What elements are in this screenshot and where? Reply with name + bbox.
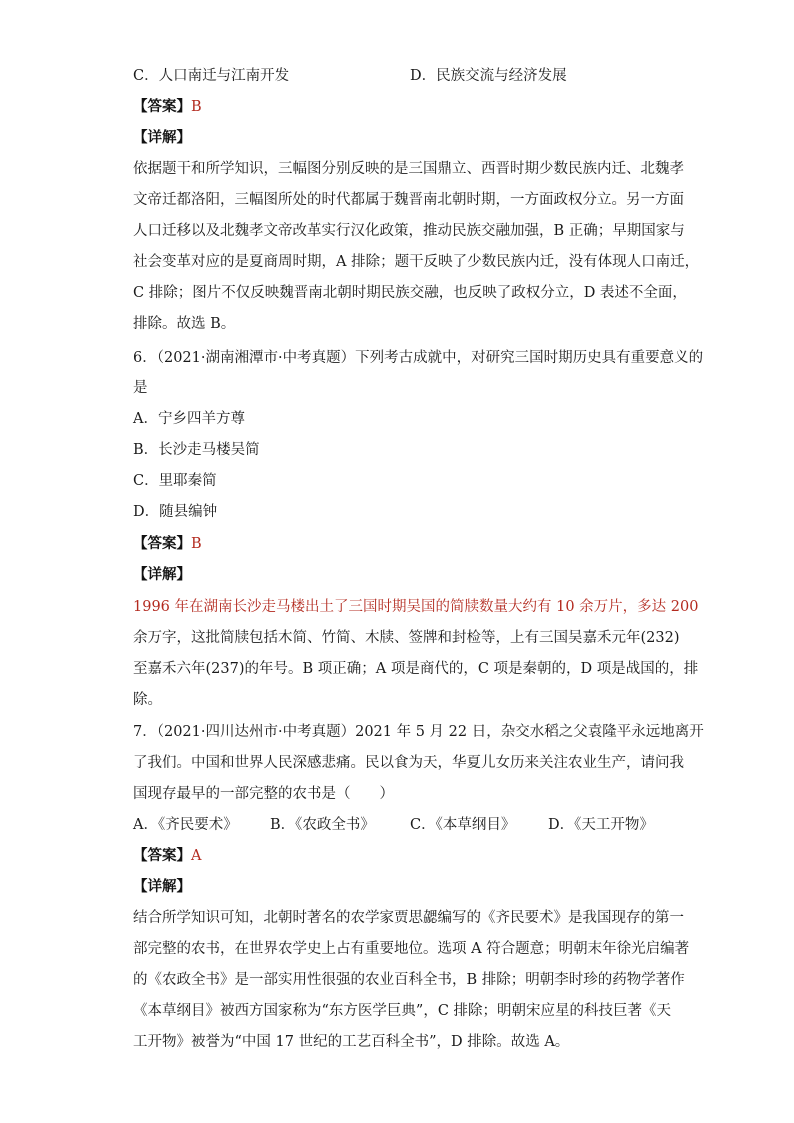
q7-detail-line: 结合所学知识可知，北朝时著名的农学家贾思勰编写的《齐民要术》是我国现存的第一 — [133, 910, 684, 926]
q6-stem: 6．（2021·湖南湘潭市·中考真题）下列考古成就中，对研究三国时期历史具有重要意义的 — [133, 350, 704, 366]
q5-detail-line: 排除。故选 B。 — [133, 316, 236, 332]
q7-detail-line: 工开物》被誉为“中国 17 世纪的工艺百科全书”，D 排除。故选 A。 — [133, 1034, 570, 1050]
q6-answer — [133, 534, 202, 554]
q7-option-c: C．《本草纲目》 — [410, 817, 516, 833]
answer-value: B — [191, 536, 202, 552]
q5-detail-line: 社会变革对应的是夏商周时期，A 排除；题干反映了少数民族内迁，没有体现人口南迁， — [133, 254, 700, 270]
q5-detail-label: 【详解】 — [133, 129, 191, 146]
q7-answer — [133, 846, 201, 866]
q6-option-b: B．长沙走马楼吴简 — [133, 442, 260, 458]
q6-detail-line: 除。 — [133, 692, 162, 708]
q7-detail-line: 部完整的农书，在世界农学史上占有重要地位。选项 A 符合题意；明朝末年徐光启编著 — [133, 941, 690, 957]
q7-stem: 国现存最早的一部完整的农书是（ ） — [133, 786, 394, 802]
q6-stem: 是 — [133, 380, 148, 396]
q6-option-d: D．随县编钟 — [133, 504, 218, 520]
answer-value: B — [191, 99, 202, 115]
q6-detail-line: 至嘉禾六年(237)的年号。B 项正确；A 项是商代的，C 项是秦朝的，D 项是战国的，排 — [133, 661, 699, 677]
answer-value: A — [191, 848, 202, 864]
q7-detail-line: 《本草纲目》被西方国家称为“东方医学巨典”，C 排除；明朝宋应星的科技巨著《天 — [133, 1003, 672, 1019]
q5-detail-line: 依据题干和所学知识，三幅图分别反映的是三国鼎立、西晋时期少数民族内迁、北魏孝 — [133, 161, 684, 177]
q6-option-c: C．里耶秦简 — [133, 473, 217, 489]
q7-option-b: B．《农政全书》 — [270, 817, 375, 833]
q6-detail-line: 余万字，这批简牍包括木简、竹简、木牍、签牌和封检等，上有三国吴嘉禾元年(232) — [133, 630, 680, 646]
q6-detail-label: 【详解】 — [133, 566, 191, 583]
q7-stem: 了我们。中国和世界人民深感悲痛。民以食为天，华夏儿女历来关注农业生产，请问我 — [133, 755, 684, 771]
q5-detail-line: 文帝迁都洛阳，三幅图所处的时代都属于魏晋南北朝时期，一方面政权分立。另一方面 — [133, 192, 684, 208]
answer-label: 【答案】 — [133, 535, 191, 552]
q5-detail-line: C 排除；图片不仅反映魏晋南北朝时期民族交融，也反映了政权分立，D 表述不全面， — [133, 285, 687, 301]
q7-detail-label: 【详解】 — [133, 878, 191, 895]
q7-option-a: A．《齐民要术》 — [133, 817, 238, 833]
q7-detail-line: 的《农政全书》是一部实用性很强的农业百科全书，B 排除；明朝李时珍的药物学著作 — [133, 972, 685, 988]
q5-option-d: D．民族交流与经济发展 — [410, 68, 567, 84]
q7-stem: 7．（2021·四川达州市·中考真题）2021 年 5 月 22 日，杂交水稻之父袁隆平永远地离开 — [133, 724, 704, 740]
q7-option-d: D．《天工开物》 — [548, 817, 654, 833]
q5-detail-line: 人口迁移以及北魏孝文帝改革实行汉化政策，推动民族交融加强，B 正确；早期国家与 — [133, 223, 685, 239]
q5-option-c: C．人口南迁与江南开发 — [133, 68, 290, 84]
q6-detail-line: 1996 年在湖南长沙走马楼出土了三国时期吴国的简牍数量大约有 10 余万片，多达 200 — [133, 599, 699, 615]
q5-answer — [133, 97, 202, 117]
answer-label: 【答案】 — [133, 98, 191, 115]
q6-option-a: A．宁乡四羊方尊 — [133, 411, 245, 427]
answer-label: 【答案】 — [133, 847, 191, 864]
